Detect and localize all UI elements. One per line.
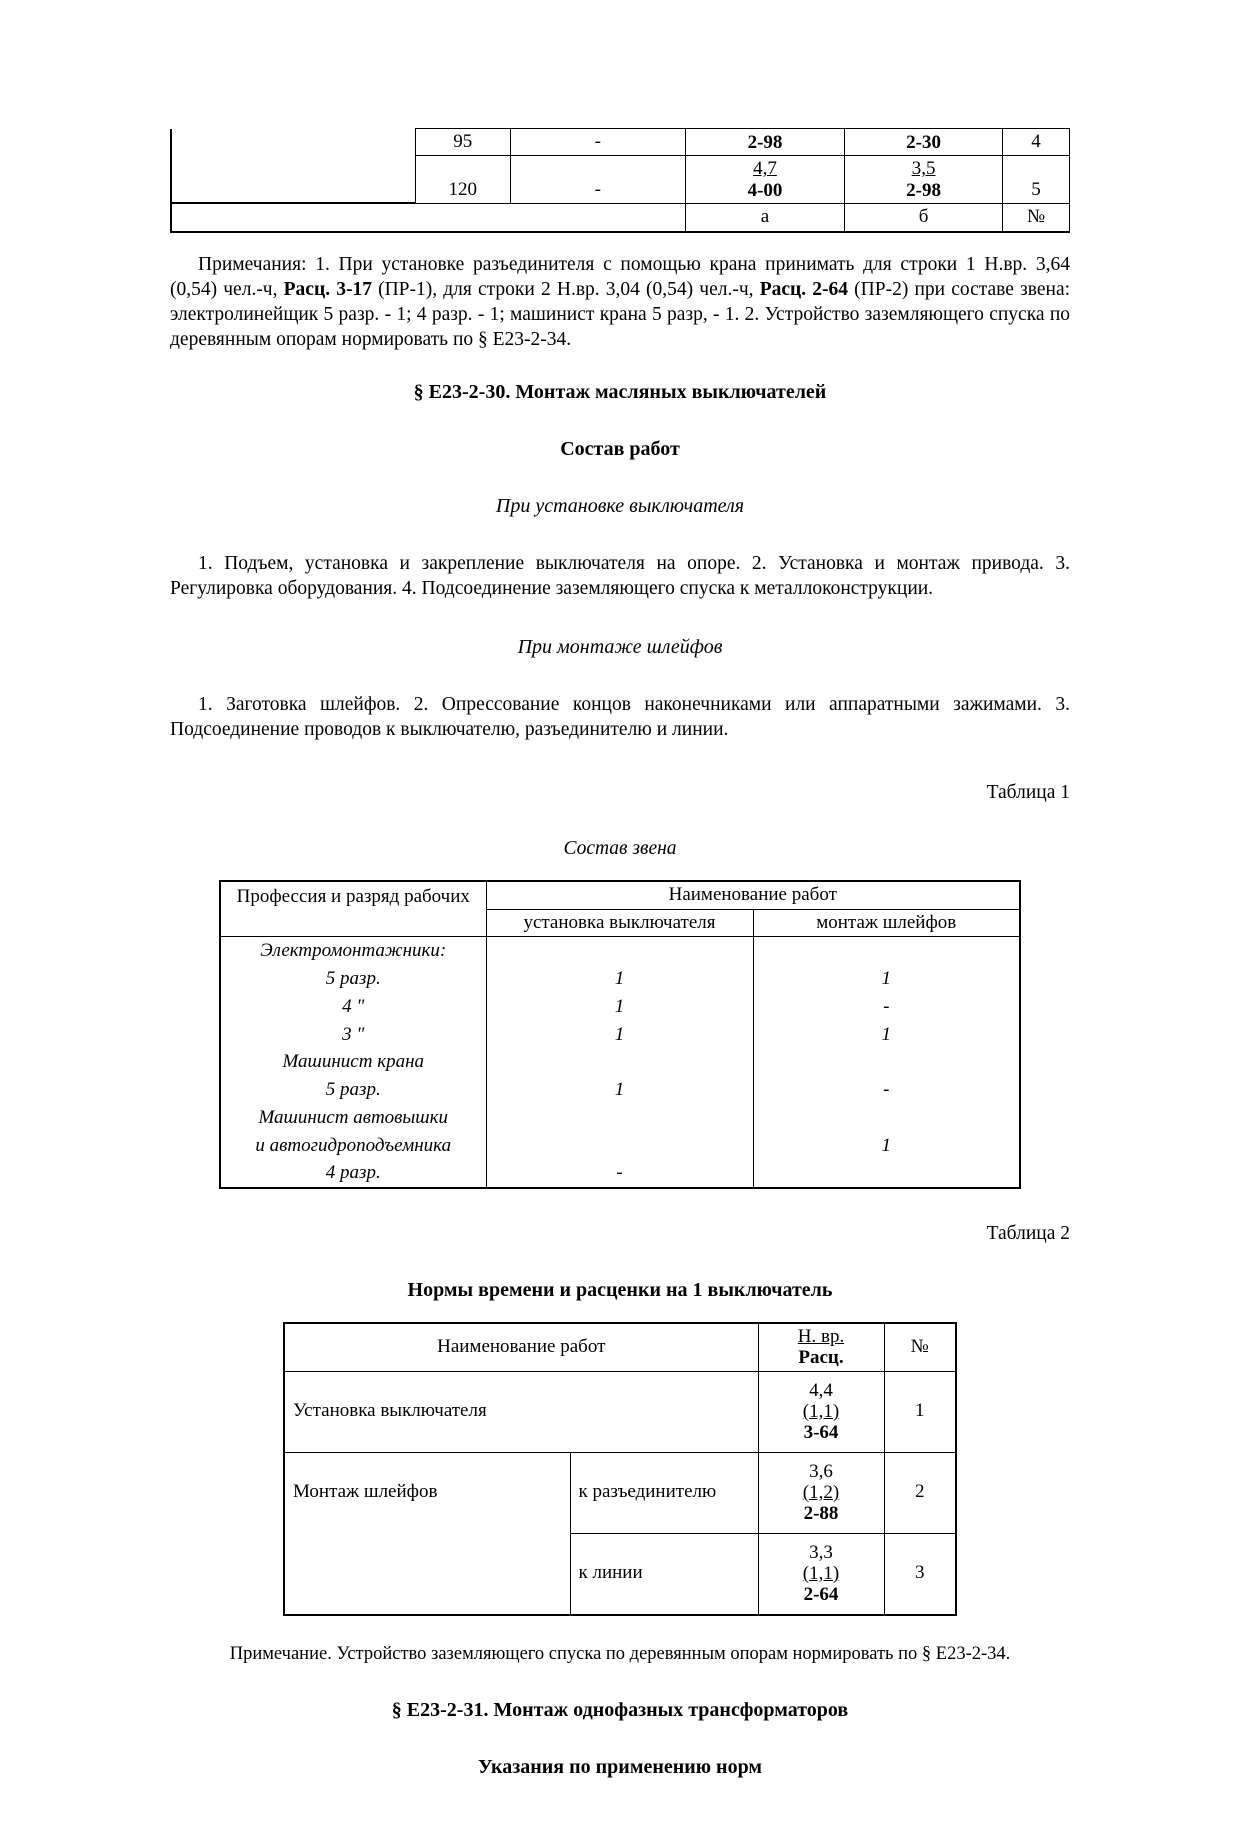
- crew-composition-table: [219, 880, 1021, 1189]
- value-cell-loops: 1: [753, 1021, 1020, 1049]
- size-cell: 120: [416, 156, 511, 204]
- value-cell-loops: [753, 1048, 1020, 1076]
- empty-left-cell: [171, 203, 685, 231]
- rate-value: 3-64: [803, 1422, 839, 1444]
- table-header-row: [284, 1323, 956, 1371]
- value-cell-install: 1: [486, 1021, 753, 1049]
- value-a-cell: [685, 129, 844, 156]
- rate-value: 2-64: [803, 1584, 839, 1606]
- table-row: [220, 1132, 1020, 1160]
- value-cell-loops: [753, 937, 1020, 965]
- table-row: [220, 1048, 1020, 1076]
- norm-values-cell: [758, 1371, 884, 1452]
- table-row: [171, 129, 1070, 156]
- value-cell-install: -: [486, 1159, 753, 1188]
- norm-time-paren-value: (1,1): [802, 1562, 840, 1584]
- table-1-caption: Таблица 1: [986, 782, 1070, 804]
- row-number-cell: 4: [1003, 129, 1070, 156]
- value-b-bottom: 2-30: [906, 131, 941, 153]
- header-number: №: [884, 1323, 956, 1371]
- profession-cell: 4 ": [220, 993, 486, 1021]
- row-number-cell: 5: [1003, 156, 1070, 204]
- notes-part-1: Примечания: 1. При установке разъединителя с помощью крана принимать для строки 1 Н.вр. 3,64 (0,54) чел.-ч,: [170, 253, 1070, 300]
- norm-time-paren-value: (1,1): [802, 1400, 840, 1422]
- header-profession: Профессия и разряд рабочих: [220, 881, 486, 936]
- value-b-cell: [845, 129, 1003, 156]
- value-cell-loops: [753, 1159, 1020, 1188]
- profession-cell: 3 ": [220, 1021, 486, 1049]
- value-a-bottom: 2-98: [747, 131, 783, 153]
- section-heading-e23-2-30: § Е23-2-30. Монтаж масляных выключателей: [413, 380, 827, 403]
- table-row: [220, 1076, 1020, 1104]
- notes-rate-2: Расц. 2-64: [759, 278, 849, 300]
- header-rate: Расц.: [798, 1347, 844, 1369]
- norm-values-cell: [758, 1452, 884, 1533]
- table-row: [284, 1452, 956, 1533]
- value-cell-loops: -: [753, 1076, 1020, 1104]
- table-footer-row: [171, 203, 1070, 231]
- value-a-bottom: 4-00: [747, 179, 783, 201]
- norm-time-value: 4,4: [809, 1379, 833, 1401]
- header-loop-mounting: монтаж шлейфов: [753, 909, 1020, 936]
- column-number-symbol: №: [1003, 203, 1070, 231]
- header-norm-time: Н. вр.: [797, 1326, 845, 1348]
- table-row: [284, 1371, 956, 1452]
- profession-cell: Машинист крана: [220, 1048, 486, 1076]
- value-cell-install: [486, 937, 753, 965]
- value-a-top: 4,7: [753, 158, 777, 180]
- norm-values-cell: [758, 1533, 884, 1615]
- subheading-loop-mounting: При монтаже шлейфов: [517, 635, 723, 658]
- continued-rates-table: [170, 128, 1070, 233]
- row-number-cell: 1: [884, 1371, 956, 1452]
- table-row: [220, 1021, 1020, 1049]
- table-row: [220, 993, 1020, 1021]
- value-b-bottom: 2-98: [906, 179, 941, 201]
- profession-cell: и автогидроподъемника: [220, 1132, 486, 1160]
- table-row: [171, 156, 1070, 204]
- profession-cell: Электромонтажники:: [220, 937, 486, 965]
- norm-time-value: 3,6: [809, 1460, 833, 1482]
- value-a-cell: [685, 156, 844, 204]
- rate-value: 2-88: [803, 1503, 839, 1525]
- time-norms-rates-table: [283, 1322, 957, 1616]
- notes-paragraph: [170, 253, 1070, 353]
- table-row: [220, 965, 1020, 993]
- column-letter-a: а: [685, 203, 844, 231]
- empty-left-cell: [171, 156, 416, 204]
- work-detail-cell: к разъединителю: [570, 1452, 758, 1533]
- works-paragraph-2: 1. Заготовка шлейфов. 2. Опрессование концов наконечниками или аппаратными зажимами. 3. Подсоединение проводов к выключателю, разъединителю и линии.: [170, 693, 1070, 740]
- header-norm-rate: [758, 1323, 884, 1371]
- value-cell-loops: 1: [753, 965, 1020, 993]
- table-row: [220, 937, 1020, 965]
- table-row: [220, 1159, 1020, 1188]
- final-note: Примечание. Устройство заземляющего спуска по деревянным опорам нормировать по § Е23-2-34.: [229, 1643, 1011, 1664]
- notes-part-3: (ПР-2) при составе звена: электролинейщик 5 разр. - 1; 4 разр. - 1; машинист крана 5 разр, - 1. 2. Устройство заземляющего спуска по деревянным опорам нормировать по § Е23-2-34.: [170, 278, 1071, 350]
- work-detail-cell: к линии: [570, 1533, 758, 1615]
- works-paragraph-1: 1. Подъем, установка и закрепление выключателя на опоре. 2. Установка и монтаж привода. 3. Регулировка оборудования. 4. Подсоединение заземляющего спуска к металлоконструкции.: [170, 552, 1070, 599]
- value-cell-loops: [753, 1104, 1020, 1132]
- value-b-cell: [845, 156, 1003, 204]
- dash-cell: -: [510, 156, 685, 204]
- column-letter-b: б: [845, 203, 1003, 231]
- value-cell-install: 1: [486, 1076, 753, 1104]
- value-b-top: 3,5: [911, 158, 936, 180]
- empty-left-cell: [171, 129, 416, 156]
- value-cell-loops: -: [753, 993, 1020, 1021]
- work-name-cell: Монтаж шлейфов: [284, 1452, 570, 1615]
- notes-part-2: (ПР-1), для строки 2 Н.вр. 3,04 (0,54) чел.-ч,: [371, 278, 760, 300]
- header-switch-installation: установка выключателя: [486, 909, 753, 936]
- value-cell-loops: 1: [753, 1132, 1020, 1160]
- profession-cell: 4 разр.: [220, 1159, 486, 1188]
- norms-application-heading: Указания по применению норм: [477, 1755, 763, 1778]
- norm-time-value: 3,3: [809, 1541, 833, 1563]
- profession-cell: Машинист автовышки: [220, 1104, 486, 1132]
- value-cell-install: [486, 1104, 753, 1132]
- value-cell-install: [486, 1048, 753, 1076]
- header-works-name: Наименование работ: [486, 881, 1020, 909]
- notes-rate-1: Расц. 3-17: [283, 278, 372, 300]
- work-name-cell: Установка выключателя: [284, 1371, 758, 1452]
- section-heading-e23-2-31: § Е23-2-31. Монтаж однофазных трансформаторов: [391, 1698, 849, 1721]
- value-cell-install: [486, 1132, 753, 1160]
- dash-cell: -: [510, 129, 685, 156]
- subheading-switch-installation: При установке выключателя: [495, 494, 745, 517]
- norm-time-paren-value: (1,2): [802, 1481, 840, 1503]
- table-1-title: Состав звена: [563, 838, 677, 860]
- value-cell-install: 1: [486, 993, 753, 1021]
- row-number-cell: 2: [884, 1452, 956, 1533]
- table-header-row: [220, 881, 1020, 909]
- size-cell: 95: [416, 129, 511, 156]
- row-number-cell: 3: [884, 1533, 956, 1615]
- works-composition-heading: Состав работ: [560, 437, 680, 460]
- value-cell-install: 1: [486, 965, 753, 993]
- profession-cell: 5 разр.: [220, 1076, 486, 1104]
- table-row: [220, 1104, 1020, 1132]
- table-2-caption: Таблица 2: [986, 1223, 1070, 1245]
- header-works-name: Наименование работ: [284, 1323, 758, 1371]
- table-2-title: Нормы времени и расценки на 1 выключатель: [407, 1279, 833, 1302]
- profession-cell: 5 разр.: [220, 965, 486, 993]
